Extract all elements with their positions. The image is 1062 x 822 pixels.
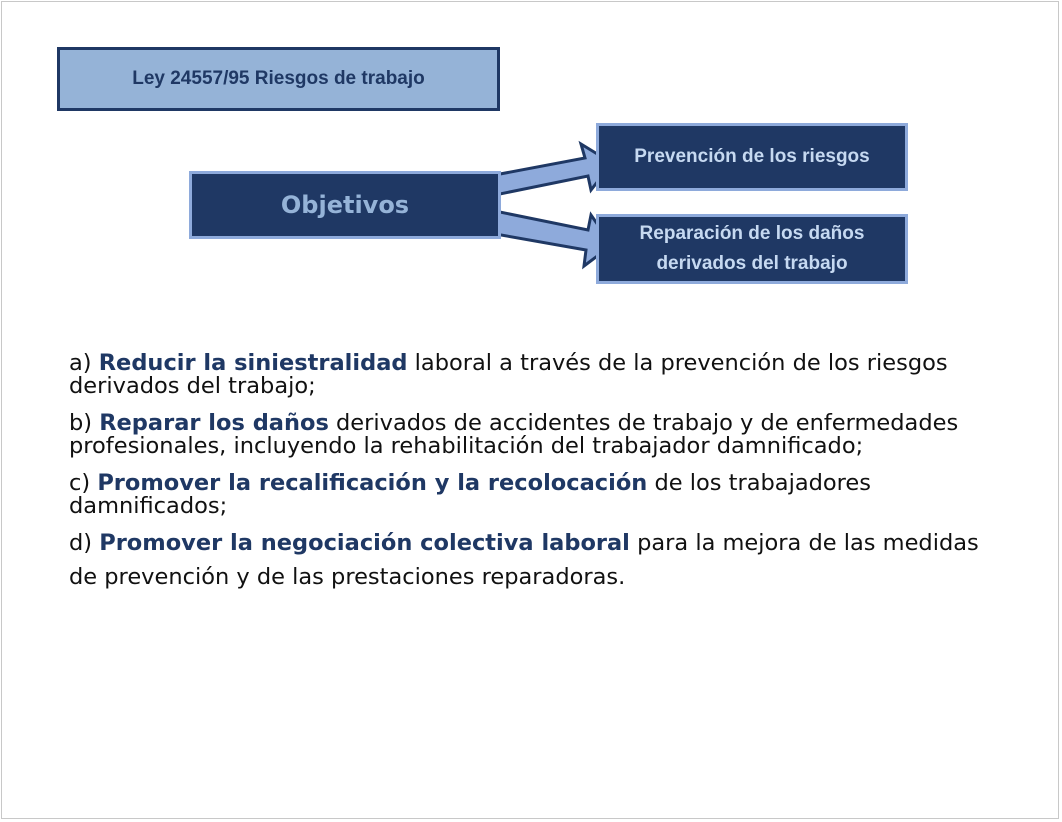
list-item-c — [69, 472, 989, 518]
objectives-list — [69, 352, 989, 608]
list-item-a — [69, 352, 989, 398]
item-text: para la mejora de las medidas de prevención y de las prestaciones reparadoras. — [69, 530, 979, 590]
reparacion-label-line2: derivados del trabajo — [656, 253, 848, 274]
item-marker: a) — [69, 350, 92, 376]
item-text: laboral a través de la prevención de los riesgos derivados del trabajo; — [69, 350, 948, 399]
objetivos-box — [189, 171, 501, 239]
prevencion-label: Prevención de los riesgos — [634, 146, 870, 167]
reparacion-label-line1: Reparación de los daños — [639, 223, 865, 244]
reparacion-box — [596, 214, 908, 284]
reparacion-label — [640, 219, 865, 279]
item-text: derivados de accidentes de trabajo y de enfermedades profesionales, incluyendo la rehabilitación del trabajador damnificado; — [69, 410, 959, 459]
objetivos-label: Objetivos — [280, 191, 410, 219]
item-keyword: Promover la negociación colectiva laboral — [99, 530, 630, 556]
item-marker: b) — [69, 410, 93, 436]
item-marker: c) — [69, 470, 91, 496]
title-text: Ley 24557/95 Riesgos de trabajo — [132, 68, 425, 89]
prevencion-box — [596, 123, 908, 191]
item-text: de los trabajadores damnificados; — [69, 470, 871, 519]
item-marker: d) — [69, 530, 93, 556]
list-item-b — [69, 412, 989, 458]
item-keyword: Promover la recalificación y la recolocación — [97, 470, 648, 496]
list-item-d — [69, 526, 989, 594]
title-box — [57, 47, 500, 111]
item-keyword: Reducir la siniestralidad — [98, 350, 408, 376]
item-keyword: Reparar los daños — [99, 410, 329, 436]
